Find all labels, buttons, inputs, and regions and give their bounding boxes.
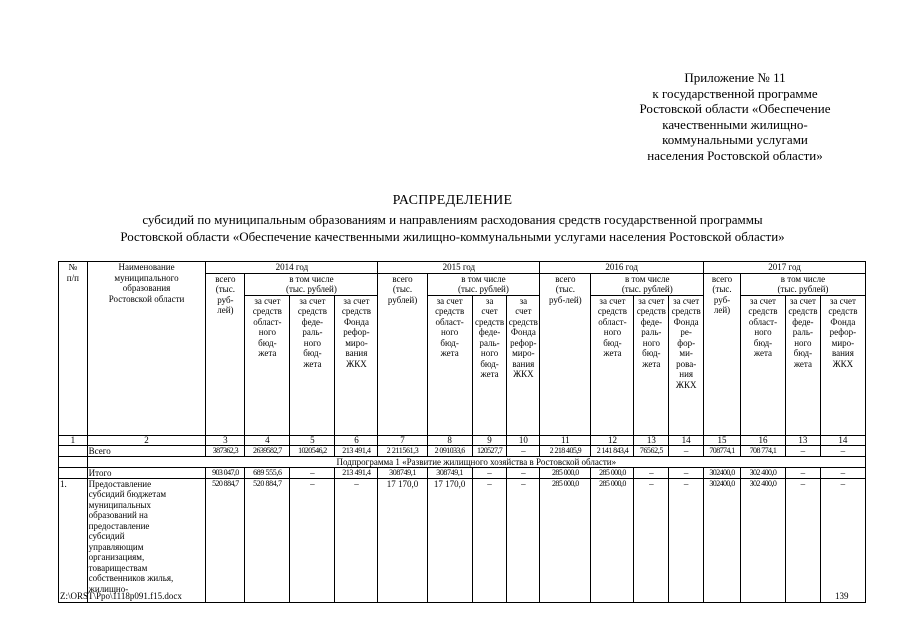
header-total-label: всего (тыс. bbox=[392, 273, 413, 294]
header-fund-2016: за счет средств Фонда ре- фор- ми- рова- ния ЖКХ bbox=[669, 295, 704, 435]
table-cell: – bbox=[785, 478, 820, 602]
col-number: 6 bbox=[335, 435, 378, 445]
table-row-item-1 bbox=[59, 478, 866, 602]
table-cell: – bbox=[785, 445, 820, 456]
table-cell: 689 555,6 bbox=[245, 467, 290, 478]
header-number: № п/п bbox=[59, 262, 88, 436]
header-fund-2014: за счет средств Фонда рефор- миро- вания ЖКХ bbox=[335, 295, 378, 435]
table-cell: 903 047,0 bbox=[206, 467, 245, 478]
table-cell bbox=[59, 445, 88, 456]
table-cell: 302400,0 bbox=[704, 478, 741, 602]
col-number: 13 bbox=[785, 435, 820, 445]
header-federal-2017: за счет средств феде- раль- ного бюд- жета bbox=[785, 295, 820, 435]
table-cell: 2 141 843,4 bbox=[591, 445, 634, 456]
header-year-2015: 2015 год bbox=[378, 262, 540, 274]
col-number: 5 bbox=[290, 435, 335, 445]
header-regional-2016: за счет средств област- ного бюд- жета bbox=[591, 295, 634, 435]
header-federal-2014: за счет средств феде- раль- ного бюд- жета bbox=[290, 295, 335, 435]
table-cell: – bbox=[634, 478, 669, 602]
header-year-2017: 2017 год bbox=[704, 262, 866, 274]
distribution-table bbox=[58, 261, 866, 603]
table-cell: 2 211561,3 bbox=[378, 445, 427, 456]
header-total-2014 bbox=[206, 273, 245, 435]
col-number: 9 bbox=[472, 435, 507, 445]
table-cell: 285 000,0 bbox=[591, 467, 634, 478]
table-cell: – bbox=[507, 478, 540, 602]
table-cell: 302 400,0 bbox=[740, 467, 785, 478]
col-number: 12 bbox=[591, 435, 634, 445]
col-number: 4 bbox=[245, 435, 290, 445]
col-number: 14 bbox=[669, 435, 704, 445]
footer-file-path: Z:\ORST\Ppo\1118p091.f15.docx bbox=[60, 591, 182, 601]
table-cell: 308749,1 bbox=[427, 467, 472, 478]
header-total-label: всего (тыс. bbox=[711, 273, 733, 294]
table-cell bbox=[59, 456, 88, 467]
col-number: 2 bbox=[87, 435, 206, 445]
table-cell: 120527,7 bbox=[472, 445, 507, 456]
table-cell: 285 000,0 bbox=[540, 478, 591, 602]
header-regional-2014: за счет средств област- ного бюд- жета bbox=[245, 295, 290, 435]
table-cell: – bbox=[785, 467, 820, 478]
table-cell: 2 091033,6 bbox=[427, 445, 472, 456]
header-total-label: всего (тыс. bbox=[215, 273, 236, 294]
table-cell: 1020546,2 bbox=[290, 445, 335, 456]
document-title: РАСПРЕДЕЛЕНИЕ bbox=[392, 193, 513, 208]
table-row-total bbox=[59, 445, 866, 456]
col-number: 10 bbox=[507, 435, 540, 445]
appendix-line: населения Ростовской области» bbox=[647, 147, 823, 163]
col-number: 16 bbox=[740, 435, 785, 445]
table-cell: 302400,0 bbox=[704, 467, 741, 478]
appendix-line: Ростовской области «Обеспечение bbox=[639, 101, 831, 117]
col-number: 1 bbox=[59, 435, 88, 445]
table-cell: 76562,5 bbox=[634, 445, 669, 456]
col-number: 15 bbox=[704, 435, 741, 445]
table-cell: 285 000,0 bbox=[540, 467, 591, 478]
table-cell: Итого bbox=[87, 467, 206, 478]
header-municipality: Наименование муниципального образования Ростовской области bbox=[87, 262, 206, 436]
header-total-2015 bbox=[378, 273, 427, 435]
table-cell: – bbox=[472, 467, 507, 478]
table-cell: – bbox=[507, 467, 540, 478]
footer-page-number: 139 bbox=[835, 591, 849, 601]
header-year-2016: 2016 год bbox=[540, 262, 704, 274]
header-in-that-2017: в том числе (тыс. рублей) bbox=[740, 273, 865, 295]
appendix-caption bbox=[615, 70, 855, 164]
col-number: 3 bbox=[206, 435, 245, 445]
header-total-2017 bbox=[704, 273, 741, 435]
table-cell: – bbox=[335, 478, 378, 602]
appendix-line: качественными жилищно- bbox=[662, 116, 808, 132]
table-cell: 308749,1 bbox=[378, 467, 427, 478]
col-number: 11 bbox=[540, 435, 591, 445]
table-row-itogo bbox=[59, 467, 866, 478]
header-fund-2017: за счет средств Фонда рефор- миро- вания ЖКХ bbox=[820, 295, 865, 435]
table-cell: – bbox=[669, 445, 704, 456]
header-federal-2015: за счет средств феде- раль- ного бюд- жета bbox=[472, 295, 507, 435]
table-cell: 708 774,1 bbox=[740, 445, 785, 456]
table-cell: 213 491,4 bbox=[335, 445, 378, 456]
subtitle-line: Ростовской области «Обеспечение качественными жилищно-коммунальными услугами населения Ростовской области» bbox=[120, 229, 785, 244]
col-number: 14 bbox=[820, 435, 865, 445]
subprogram-title: Подпрограмма 1 «Развитие жилищного хозяйства в Ростовской области» bbox=[87, 456, 865, 467]
column-numbers-row bbox=[59, 435, 866, 445]
table-cell: – bbox=[290, 467, 335, 478]
table-cell: 387362,3 bbox=[206, 445, 245, 456]
table-cell: – bbox=[820, 445, 865, 456]
table-cell: 285 000,0 bbox=[591, 478, 634, 602]
table-cell: 213 491,4 bbox=[335, 467, 378, 478]
header-year-2014: 2014 год bbox=[206, 262, 378, 274]
appendix-line: к государственной программе bbox=[652, 85, 818, 101]
header-total-cont: руб- лей) bbox=[217, 294, 234, 315]
subtitle-line: субсидий по муниципальным образованиям и направлениям расходования средств государственной программы bbox=[142, 212, 763, 227]
table-cell: – bbox=[290, 478, 335, 602]
table-cell: 708774,1 bbox=[704, 445, 741, 456]
table-cell: – bbox=[820, 467, 865, 478]
table-cell: – bbox=[507, 445, 540, 456]
table-cell: 17 170,0 bbox=[378, 478, 427, 602]
table-cell: 17 170,0 bbox=[427, 478, 472, 602]
table-cell: – bbox=[669, 467, 704, 478]
header-fund-2015: за счет средств Фонда рефор- миро- вания ЖКХ bbox=[507, 295, 540, 435]
table-cell: 1. bbox=[59, 478, 88, 602]
header-in-that-2015: в том числе (тыс. рублей) bbox=[427, 273, 540, 295]
table-cell bbox=[59, 467, 88, 478]
header-total-cont: руб-лей) bbox=[549, 294, 582, 305]
table-cell: – bbox=[634, 467, 669, 478]
col-number: 8 bbox=[427, 435, 472, 445]
table-cell: – bbox=[820, 478, 865, 602]
table-cell: – bbox=[669, 478, 704, 602]
table-cell: 2639582,7 bbox=[245, 445, 290, 456]
header-in-that-2016: в том числе (тыс. рублей) bbox=[591, 273, 704, 295]
col-number: 7 bbox=[378, 435, 427, 445]
table-cell: Предоставление субсидий бюджетам муниципальных образований на предоставление субсидий управляющим организациям, товариществам собственников жилья, жилищно- bbox=[87, 478, 206, 602]
header-total-2016 bbox=[540, 273, 591, 435]
table-cell: Всего bbox=[87, 445, 206, 456]
col-number: 13 bbox=[634, 435, 669, 445]
header-total-label: всего (тыс. bbox=[555, 273, 576, 294]
document-subtitle bbox=[40, 211, 865, 245]
appendix-line: коммунальными услугами bbox=[662, 132, 808, 148]
table-cell: 302 400,0 bbox=[740, 478, 785, 602]
header-regional-2015: за счет средств област- ного бюд- жета bbox=[427, 295, 472, 435]
table-cell: 2 218 405,9 bbox=[540, 445, 591, 456]
table-cell: 520 884,7 bbox=[245, 478, 290, 602]
appendix-line: Приложение № 11 bbox=[684, 70, 786, 85]
header-federal-2016: за счет средств феде- раль- ного бюд- жета bbox=[634, 295, 669, 435]
table-row-subprogram bbox=[59, 456, 866, 467]
table-cell: – bbox=[472, 478, 507, 602]
header-regional-2017: за счет средств област- ного бюд- жета bbox=[740, 295, 785, 435]
header-in-that-2014: в том числе (тыс. рублей) bbox=[245, 273, 378, 295]
header-total-cont: руб- лей) bbox=[713, 294, 731, 315]
table-cell: 520 884,7 bbox=[206, 478, 245, 602]
header-total-cont: рублей) bbox=[387, 294, 418, 305]
